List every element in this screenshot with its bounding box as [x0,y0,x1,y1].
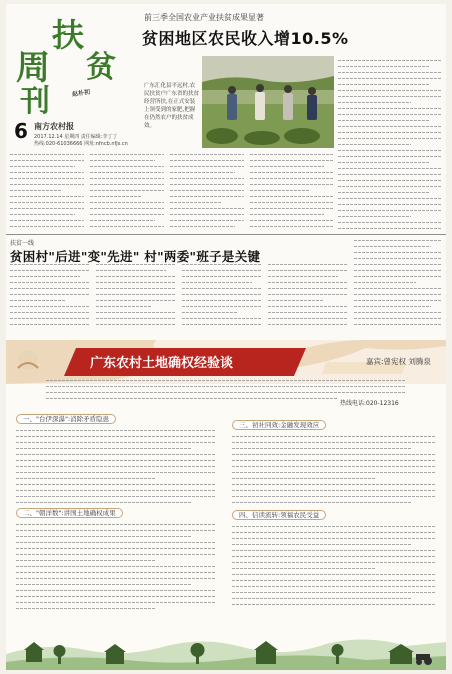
paper-name: 南方农村报 [34,122,74,131]
story2-col-1 [10,264,90,336]
story2-col-2 [96,264,176,336]
lead-kicker: 前三季全国农业产业扶贫成果显著 [144,13,264,22]
section-divider [6,234,446,235]
lead-photo-caption: 广东汇化县平远村,农民扶贫户广东省的扶贫经营所扶,在正式安装上领受到的家肥,把握在仍然农户的扶贫成效。 [144,83,200,129]
lead-body-col-1 [10,154,84,234]
feature-intro [46,380,406,408]
masthead-meta-line: 热线:020-61036666 网址:nfncb.nfjs.cn [34,141,128,147]
farmers-field-photo [202,56,334,148]
masthead [6,4,140,149]
page-number: 6 [14,119,28,143]
story2-headline: 贫困村"后进"变"先进" 村"两委"班子是关键 [10,249,261,264]
lead-body-right [338,60,442,236]
lead-photo [202,56,334,148]
lead-body-col-4 [250,154,334,234]
section-4-body [232,526,436,618]
masthead-char-1: 扶 [52,16,85,54]
lead-headline: 贫困地区农民收入增10.5% [142,29,349,48]
section-3-body [232,436,436,506]
section-heading-2: 二、"朝洋数":讲国土地确权成果 [16,508,123,518]
section-1-body [16,430,216,506]
story2-kicker: 扶贫一线 [10,240,35,247]
story2-col-5 [354,240,442,336]
feature-section [6,340,446,670]
section-2-body [16,524,216,622]
feature-banner [6,340,446,384]
masthead-calligraphy [12,10,130,119]
newspaper-page [6,4,446,670]
masthead-char-3: 周 [16,48,50,88]
feature-hotline: 热线电话:020-12316 [340,400,399,407]
masthead-char-4: 刊 [20,84,50,119]
village-silhouette [6,624,446,670]
village-landscape-illustration [6,624,446,670]
story2-col-4 [268,264,348,336]
section-heading-1: 一、"台伊深瀑":消除矛盾隐患 [16,414,116,424]
section-heading-3: 三、初社同效:金融发现效应 [232,420,326,430]
masthead-char-2: 贫 [86,50,116,85]
masthead-signature: 赵朴初 [71,88,91,99]
lead-body-col-2 [90,154,164,234]
feature-headline: 广东农村土地确权经验谈 [90,356,234,371]
masthead-meta-line: 2017.12.14 星期四 责任编辑:李丁丁 [34,134,118,140]
lead-body-col-3 [170,154,244,234]
story2-col-3 [182,264,262,336]
feature-guests: 嘉宾:曾宪权 刘腾泉 [366,357,431,366]
masthead-meta [34,134,138,148]
section-heading-4: 四、信读流转:领福农民受益 [232,510,326,520]
